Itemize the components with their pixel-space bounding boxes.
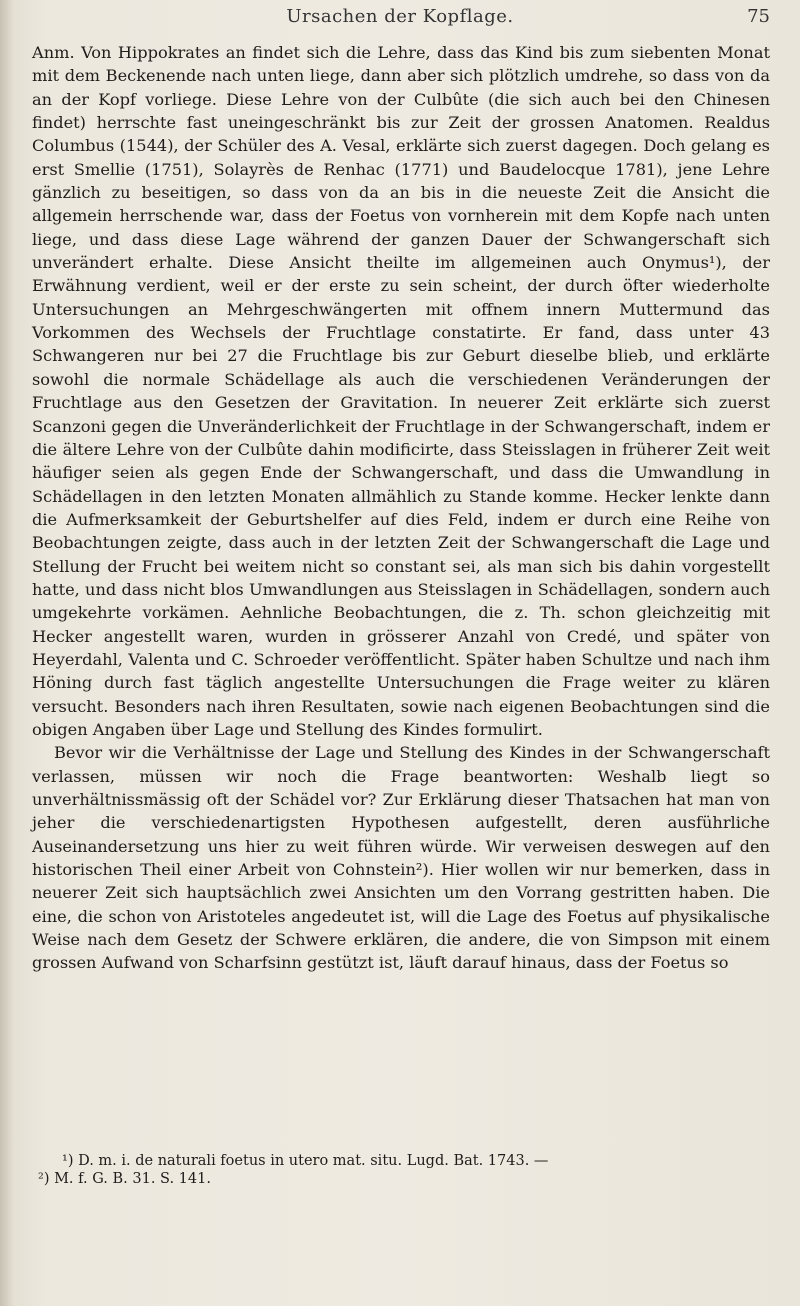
page-number: 75: [747, 6, 770, 27]
page-header: [0, 2, 800, 32]
footnotes: [32, 1152, 770, 1188]
footnote-2: ²) M. f. G. B. 31. S. 141.: [38, 1171, 211, 1187]
paragraph-head-presentation: Bevor wir die Verhältnisse der Lage und Stellung des Kindes in der Schwangerschaft verlassen, müssen wir noch die Frage beantworten: Weshalb liegt so unverhältnissmässig oft der Schädel vor? Zur Erklärung dieser Thatsachen hat man von jeher die verschiedenartigsten Hypothesen aufgestellt, deren ausführliche Auseinandersetzung uns hier zu weit führen würde. Wir verweisen deswegen auf den historischen Theil einer Arbeit von Cohnstein²). Hier wollen wir nur bemerken, dass in neuerer Zeit sich hauptsächlich zwei Ansichten um den Vorrang gestritten haben. Die eine, die schon von Aristoteles angedeutet ist, will die Lage des Foetus auf physikalische Weise nach dem Gesetz der Schwere erklären, die andere, die von Simpson mit einem grossen Aufwand von Scharfsinn gestützt ist, läuft darauf hinaus, dass der Foetus so: [32, 743, 770, 973]
page-gutter-shadow: [0, 0, 14, 1306]
paragraph-annotation: Anm. Von Hippokrates an findet sich die Lehre, dass das Kind bis zum siebenten Monat mit dem Beckenende nach unten liege, dann aber sich plötzlich umdrehe, so dass von da an der Kopf vorliege. Diese Lehre von der Culbûte (die sich auch bei den Chinesen findet) herrschte fast uneingeschränkt bis zur Zeit der grossen Anatomen. Realdus Columbus (1544), der Schüler des A. Vesal, erklärte sich zuerst dagegen. Doch gelang es erst Smellie (1751), Solayrès de Renhac (1771) und Baudelocque 1781), jene Lehre gänzlich zu beseitigen, so dass von da an bis in die neueste Zeit die Ansicht die allgemein herrschende war, dass der Foetus von vornherein mit dem Kopfe nach unten liege, und dass diese Lage während der ganzen Dauer der Schwangerschaft sich unverändert erhalte. Diese Ansicht theilte im allgemeinen auch Onymus¹), der Erwähnung verdient, weil er der erste zu sein scheint, der durch öfter wiederholte Untersuchungen an Mehrgeschwängerten mit offnem innern Muttermund das Vorkommen des Wechsels der Fruchtlage constatirte. Er fand, dass unter 43 Schwangeren nur bei 27 die Fruchtlage bis zur Geburt dieselbe blieb, und erklärte sowohl die normale Schädellage als auch die verschiedenen Veränderungen der Fruchtlage aus den Gesetzen der Gravitation. In neuerer Zeit erklärte sich zuerst Scanzoni gegen die Unveränderlichkeit der Fruchtlage in der Schwangerschaft, indem er die ältere Lehre von der Culbûte dahin modificirte, dass Steisslagen in früherer Zeit weit häufiger seien als gegen Ende der Schwangerschaft, und dass die Umwandlung in Schädellagen in den letzten Monaten allmählich zu Stande komme. Hecker lenkte dann die Aufmerksamkeit der Geburtshelfer auf dies Feld, indem er durch eine Reihe von Beobachtungen zeigte, dass auch in der letzten Zeit der Schwangerschaft die Lage und Stellung der Frucht bei weitem nicht so constant sei, als man sich bis dahin vorgestellt hatte, und dass nicht blos Umwandlungen aus Steisslagen in Schädellagen, sondern auch umgekehrte vorkämen. Aehnliche Beobachtungen, die z. Th. schon gleichzeitig mit Hecker angestellt waren, wurden in grösserer Anzahl von Credé, und später von Heyerdahl, Valenta und C. Schroeder veröffentlicht. Später haben Schultze und nach ihm Höning durch fast täglich angestellte Untersuchungen die Frage weiter zu klären versucht. Besonders nach ihren Resultaten, sowie nach eigenen Beobachtungen sind die obigen Angaben über Lage und Stellung des Kindes formulirt.: [32, 43, 770, 739]
footnote-1: ¹) D. m. i. de naturali foetus in utero mat. situ. Lugd. Bat. 1743. —: [62, 1153, 549, 1169]
running-title: Ursachen der Kopflage.: [286, 6, 514, 27]
body-text: [32, 41, 770, 975]
